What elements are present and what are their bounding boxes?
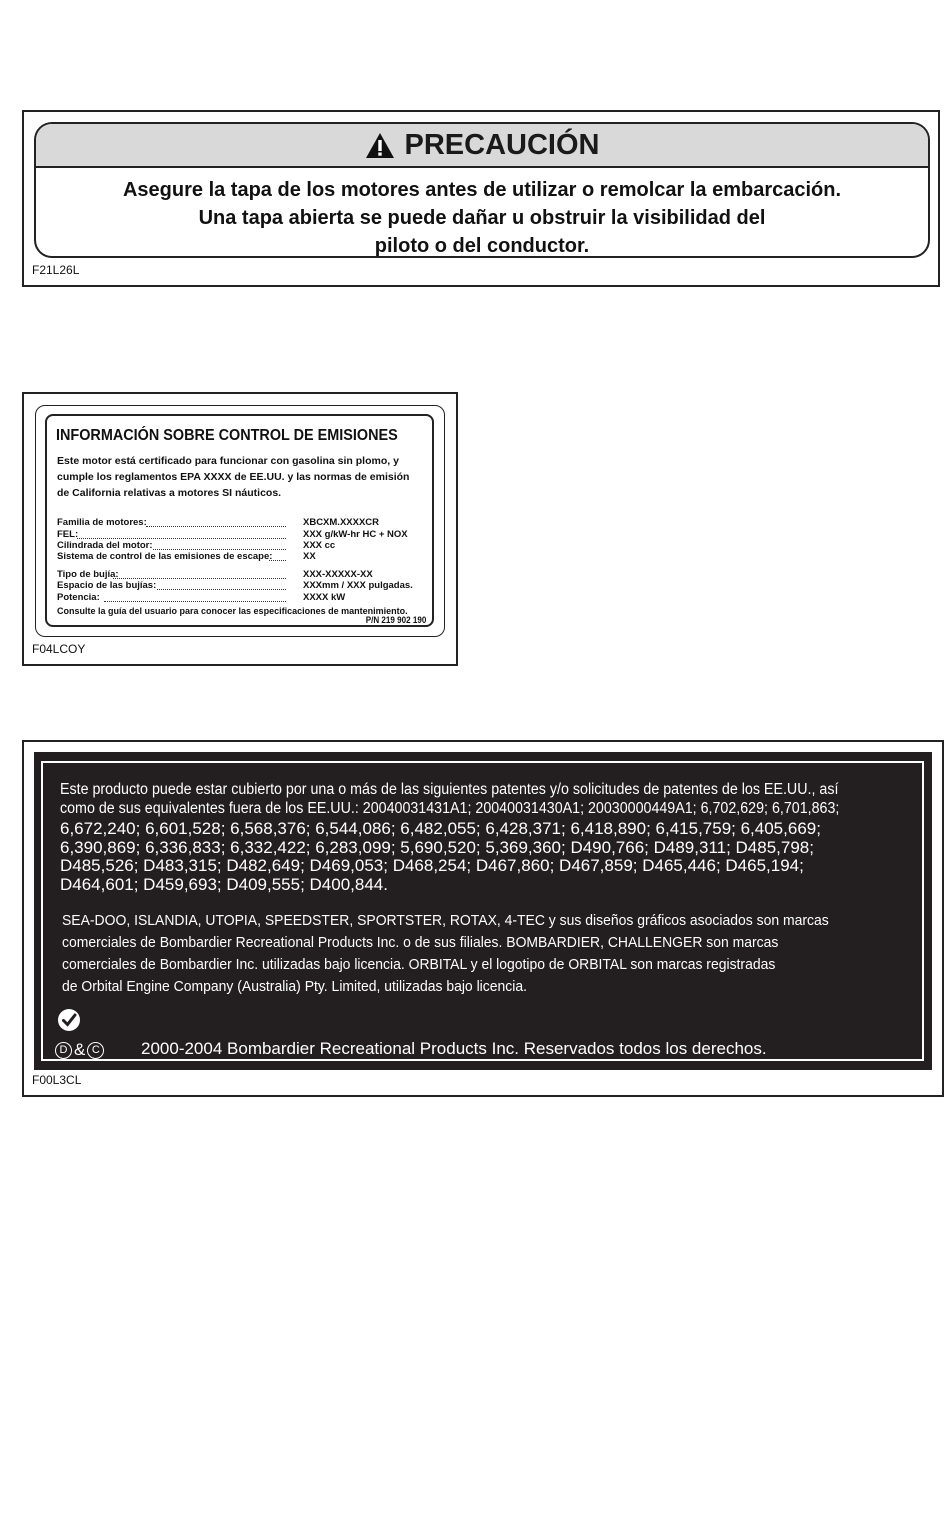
maintenance-note: Consulte la guía del usuario para conocer las especificaciones de mantenimiento. <box>57 606 408 616</box>
spec-label: Espacio de las bujías: <box>57 580 157 591</box>
spec-value: XXX cc <box>303 540 336 551</box>
checkmark-logo-icon <box>57 1008 81 1032</box>
leader-dots <box>77 538 286 539</box>
spec-value: XXXX kW <box>303 592 346 603</box>
caution-title: PRECAUCIÓN <box>404 128 600 161</box>
caution-message <box>36 168 928 258</box>
spec-value: XBCXM.XXXXCR <box>303 517 380 528</box>
text-line: 6,672,240; 6,601,528; 6,568,376; 6,544,086; 6,482,055; 6,428,371; 6,418,890; 6,415,759; 6,405,669; <box>60 819 821 838</box>
copyright-text: 2000-2004 Bombardier Recreational Products Inc. Reservados todos los derechos. <box>141 1039 767 1058</box>
spec-label: Familia de motores: <box>57 517 147 528</box>
copyright-icon: C <box>87 1042 104 1059</box>
spec-label: Tipo de bujía: <box>57 569 119 580</box>
emissions-label <box>22 392 458 666</box>
warning-icon <box>365 132 395 159</box>
intro-line: Este motor está certificado para funcionar con gasolina sin plomo, y <box>57 455 399 467</box>
leader-dots <box>146 526 286 527</box>
spec-label: Sistema de control de las emisiones de escape: <box>57 551 273 562</box>
spec-label: Cilindrada del motor: <box>57 540 153 551</box>
caution-line: Asegure la tapa de los motores antes de utilizar o remolcar la embarcación. <box>122 179 842 201</box>
leader-dots <box>153 549 286 550</box>
intro-line: cumple los reglamentos EPA XXXX de EE.UU. y las normas de emisión <box>57 471 410 483</box>
emissions-outer-frame <box>35 405 445 637</box>
spec-value: XXX g/kW-hr HC + NOX <box>303 529 408 540</box>
ampersand: & <box>74 1040 86 1059</box>
text-line: D485,526; D483,315; D482,649; D469,053; D468,254; D467,860; D467,859; D465,446; D465,194; <box>60 856 804 875</box>
part-number: P/N 219 902 190 <box>365 615 426 626</box>
spec-label: FEL: <box>57 529 79 540</box>
text-line: Este producto puede estar cubierto por una o más de las siguientes patentes y/o solicitudes de patentes de los EE.UU., así <box>60 781 839 798</box>
registered-d-icon: D <box>55 1042 72 1059</box>
text-line: 6,390,869; 6,336,833; 6,332,422; 6,283,099; 5,690,520; 5,369,360; D490,766; D489,311; D485,798; <box>60 837 814 857</box>
text-line: como de sus equivalentes fuera de los EE.UU.: 20040031431A1; 20040031430A1; 20030000449A1; 6,702,629; 6,701,863; <box>60 800 840 817</box>
caution-line: piloto o del conductor. <box>374 235 590 257</box>
figure-code: F04LCOY <box>32 642 86 656</box>
emissions-intro <box>57 453 437 501</box>
caution-line: Una tapa abierta se puede dañar u obstruir la visibilidad del <box>198 207 766 229</box>
text-line: comerciales de Bombardier Recreational Products Inc. o de sus filiales. BOMBARDIER, CHALLENGER son marcas <box>62 934 779 951</box>
leader-dots <box>113 578 286 579</box>
caution-header <box>36 124 928 168</box>
text-line: de Orbital Engine Company (Australia) Pty. Limited, utilizadas bajo licencia. <box>62 978 527 995</box>
emissions-inner-frame <box>45 414 434 627</box>
caution-panel <box>34 122 930 258</box>
emissions-title: INFORMACIÓN SOBRE CONTROL DE EMISIONES <box>56 427 398 444</box>
spec-value: XXXmm / XXX pulgadas. <box>303 580 413 591</box>
trademarks-text <box>62 910 829 998</box>
spec-value: XXX-XXXXX-XX <box>303 569 373 580</box>
patents-intro <box>60 780 839 818</box>
trademark-symbols <box>55 1040 104 1060</box>
spec-label: Potencia: <box>57 592 100 603</box>
text-line: comerciales de Bombardier Inc. utilizadas bajo licencia. ORBITAL y el logotipo de ORBITAL son marcas registradas <box>62 956 776 973</box>
patents-panel <box>34 752 932 1070</box>
spec-value: XX <box>303 551 316 562</box>
figure-code: F00L3CL <box>32 1073 82 1087</box>
leader-dots <box>157 589 286 590</box>
leader-dots <box>269 560 286 561</box>
patent-numbers <box>60 820 821 894</box>
caution-label <box>22 110 940 287</box>
text-line: D464,601; D459,693; D409,555; D400,844. <box>60 874 388 894</box>
intro-line: de California relativas a motores SI náuticos. <box>57 487 282 499</box>
patents-label <box>22 740 944 1097</box>
figure-code: F21L26L <box>32 263 80 277</box>
leader-dots <box>104 601 286 602</box>
text-line: SEA-DOO, ISLANDIA, UTOPIA, SPEEDSTER, SPORTSTER, ROTAX, 4-TEC y sus diseños gráficos asociados son marcas <box>62 912 829 929</box>
